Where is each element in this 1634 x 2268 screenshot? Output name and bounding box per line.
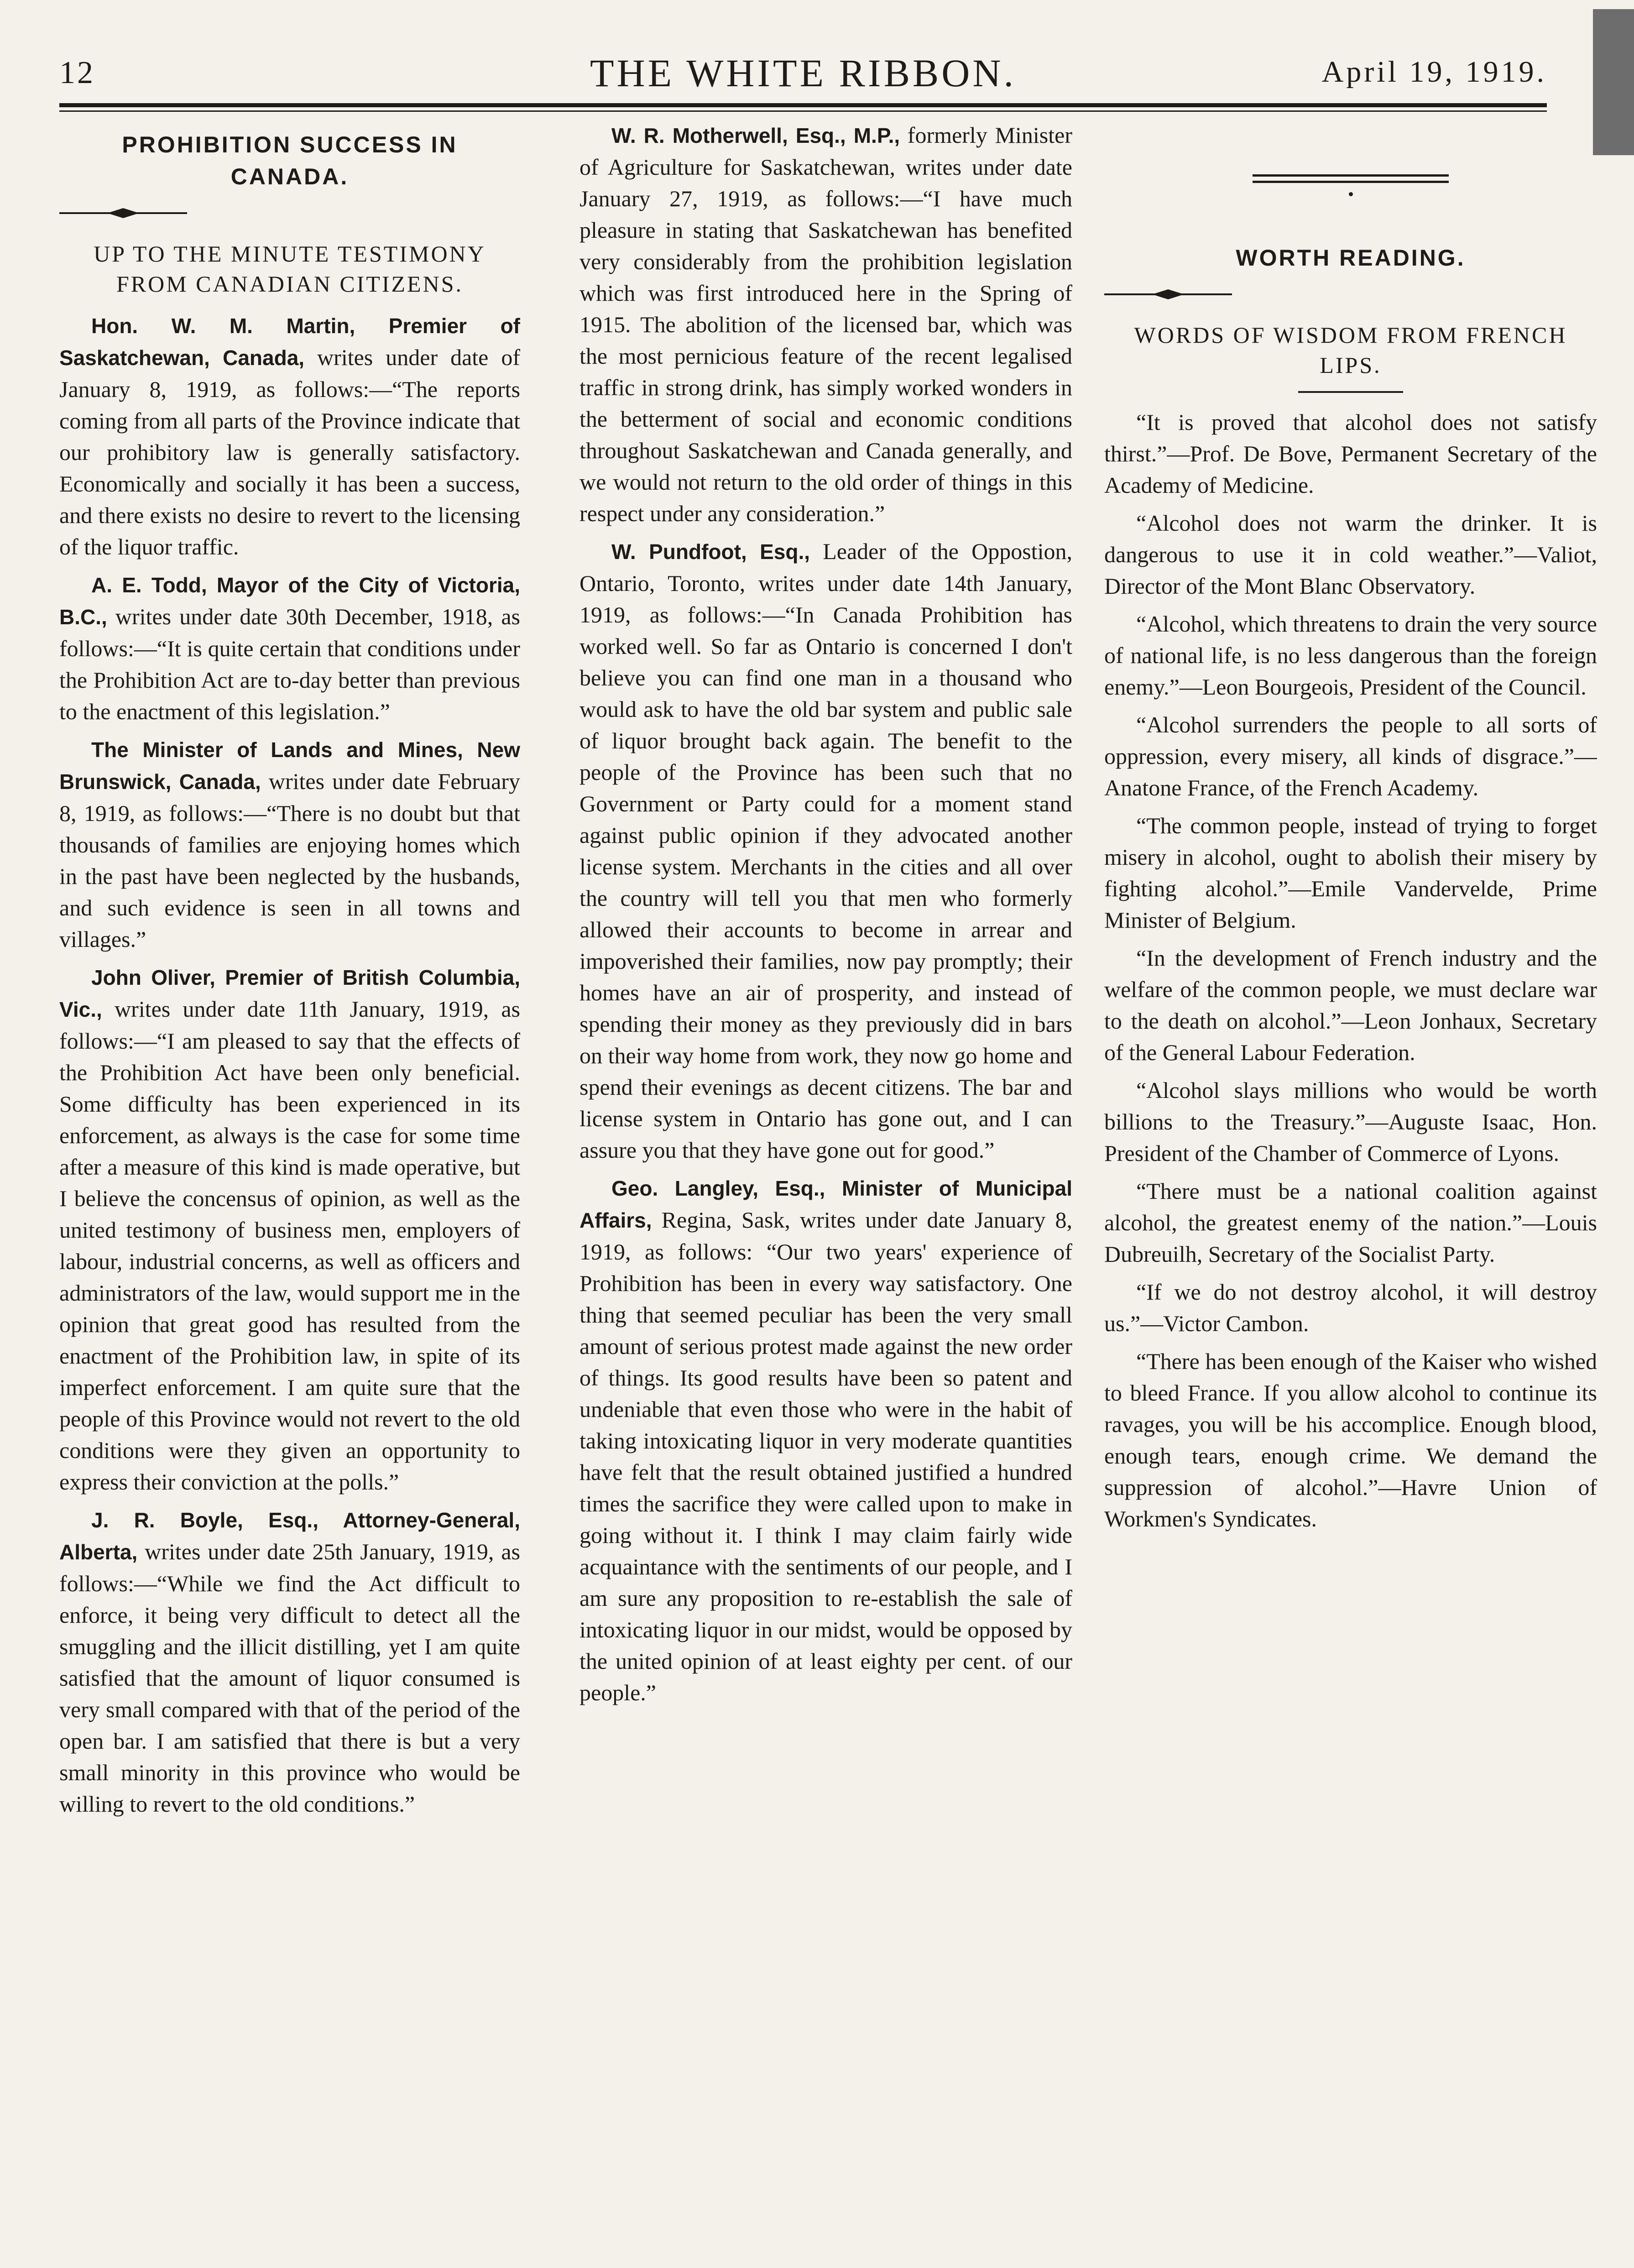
testimony-paragraph: [59, 310, 520, 563]
testimony-author: A. E. Todd, Mayor of the City of Victoria, B.C.,: [59, 573, 520, 629]
column-3: [1104, 120, 1597, 2255]
quote-paragraph: “If we do not destroy alcohol, it will destroy us.”—Victor Cambon.: [1104, 1279, 1597, 1336]
section-subtitle: UP TO THE MINUTE TESTIMONY FROM CANADIAN CITIZENS.: [94, 241, 486, 297]
testimony-paragraph: [579, 1172, 1072, 1709]
masthead-title: THE WHITE RIBBON.: [590, 51, 1017, 95]
testimony-author: Geo. Langley, Esq., Minister of Municipal Affairs,: [579, 1176, 1072, 1232]
quote-paragraph: “Alcohol, which threatens to drain the very source of national life, is no less dangerous than the foreign enemy.”—Leon Bourgeois, President of the Council.: [1104, 611, 1597, 700]
testimony-text: writes under date of January 8, 1919, as follows:—“The reports coming from all parts of the Province indicate that our prohibitory law is generally satisfactory. Economically and socially it has been a success, and there exists no desire to revert to the licensing of the liquor traffic.: [59, 345, 520, 559]
testimony-text: formerly Minister of Agriculture for Saskatchewan, writes under date January 27, 1919, as follows:—“I have much pleasure in stating that Saskatchewan has benefited very considerably from the prohibition legislation which was first introduced here in the Spring of 1915. The abolition of the licensed bar, which was the most pernicious feature of the recent legalised traffic in strong drink, has simply worked wonders in the betterment of social and economic conditions throughout Saskatchewan and Canada generally, and we would not return to the old order of things in this respect under any consideration.”: [579, 122, 1072, 526]
quote-paragraph: “Alcohol slays millions who would be worth billions to the Treasury.”—Auguste Isaac, Hon. President of the Chamber of Commerce of Lyons.: [1104, 1077, 1597, 1166]
testimony-paragraph: [579, 536, 1072, 1166]
quote-paragraph: “In the development of French industry and the welfare of the common people, we must declare war to the death on alcohol.”—Leon Jonhaux, Secretary of the General Labour Federation.: [1104, 945, 1597, 1065]
page-number: 12: [59, 55, 95, 90]
quote-paragraph: “There must be a national coalition against alcohol, the greatest enemy of the nation.”—Louis Dubreuilh, Secretary of the Socialist Party.: [1104, 1178, 1597, 1267]
quote-paragraph: “It is proved that alcohol does not satisfy thirst.”—Prof. De Bove, Permanent Secretary of the Academy of Medicine.: [1104, 409, 1597, 498]
header-rule-thin: [59, 110, 1547, 112]
section-title: WORTH READING.: [1236, 245, 1466, 271]
testimony-text: writes under date 11th January, 1919, as follows:—“I am pleased to say that the effects of the Prohibition Act have been only beneficial. Some difficulty has been experienced in its enforcement, as always is the case for some time after a measure of this kind is made operative, but I believe the concensus of opinion, as well as the united testimony of business men, employers of labour, industrial concerns, as well as officers and administrators of the law, would support me in the opinion that great good has resulted from the enactment of the Prohibition law, in spite of its imperfect enforcement. I am quite sure that the people of this Province would not revert to the old conditions were they given an opportunity to express their conviction at the polls.”: [59, 996, 520, 1495]
testimony-text: Regina, Sask, writes under date January 8, 1919, as follows: “Our two years' experience of Prohibition has been in every way satisfactory. One thing that seemed peculiar has been the very small amount of serious protest made against the new order of things. Its good results have been so patent and undeniable that even those who were in the habit of taking intoxicating liquor in very moderate quantities have felt that the result obtained justified a hundred times the sacrifice they were called upon to make in going without it. I think I may claim fairly wide acquaintance with the sentiments of our people, and I am sure any proposition to re-establish the sale of intoxicating liquor in our midst, would be opposed by the united opinion of at least eighty per cent. of our people.”: [579, 1207, 1072, 1705]
testimony-text: writes under date 30th December, 1918, as follows:—“It is quite certain that conditions under the Prohibition Act are to-day better than previous to the enactment of this legislation.”: [59, 604, 520, 724]
testimony-author: The Minister of Lands and Mines, New Brunswick, Canada,: [59, 738, 520, 794]
quote-paragraph: “There has been enough of the Kaiser who wished to bleed France. If you allow alcohol to continue its ravages, you will be his accomplice. Enough blood, enough tears, enough crime. We demand the suppression of alcohol.”—Havre Union of Workmen's Syndicates.: [1104, 1348, 1597, 1531]
section-divider: [1253, 174, 1449, 183]
testimony-paragraph: [59, 734, 520, 955]
testimony-paragraph: [59, 569, 520, 727]
section-subtitle: WORDS OF WISDOM FROM FRENCH LIPS.: [1134, 322, 1567, 378]
header-rule-thick: [59, 103, 1547, 107]
quote-paragraph: “The common people, instead of trying to forget misery in alcohol, ought to abolish their misery by fighting alcohol.”—Emile Vandervelde, Prime Minister of Belgium.: [1104, 813, 1597, 933]
page-edge-shadow: [1593, 9, 1634, 155]
quote-paragraph: “Alcohol surrenders the people to all sorts of oppression, every misery, all kinds of disgrace.”—Anatone France, of the French Academy.: [1104, 712, 1597, 800]
short-rule: [1298, 391, 1403, 393]
testimony-text: Leader of the Oppostion, Ontario, Toronto, writes under date 14th January, 1919, as follows:—“In Canada Prohibition has worked well. So far as Ontario is concerned I don't believe you can find one man in a thousand who would ask to have the old bar system and public sale of liquor brought back again. The benefit to the people of the Province has been such that no Government or Party could for a moment stand against public opinion if they advocated another license system. Merchants in the cities and all over the country will tell you that men who formerly allowed their accounts to become in arrear and impoverished their families, now pay promptly; their homes have an air of prosperity, and instead of spending their money as they previously did in bars on their way home from work, they now go home and spend their evenings as decent citizens. The bar and license system in Ontario has gone out, and I can assure you that they have gone out for good.”: [579, 538, 1072, 1163]
testimony-paragraph: [59, 1504, 520, 1820]
testimony-author: Hon. W. M. Martin, Premier of Saskatchewan, Canada,: [59, 314, 520, 370]
diamond-rule-icon: [59, 206, 187, 220]
testimony-paragraph: [579, 120, 1072, 529]
testimony-author: John Oliver, Premier of British Columbia, Vic.,: [59, 966, 520, 1021]
diamond-rule-icon: [1104, 287, 1232, 301]
issue-date: April 19, 1919.: [1321, 55, 1547, 89]
testimony-text: writes under date February 8, 1919, as follows:—“There is no doubt but that thousands of families are enjoying homes which in the past have been neglected by the husbands, and such evidence is seen in all towns and villages.”: [59, 768, 520, 952]
section-title: PROHIBITION SUCCESS IN CANADA.: [122, 132, 458, 189]
testimony-author: J. R. Boyle, Esq., Attorney-General, Alberta,: [59, 1508, 520, 1564]
page-header: [59, 50, 1547, 100]
divider-dot: [1349, 192, 1353, 196]
testimony-author: W. R. Motherwell, Esq., M.P.,: [611, 124, 900, 147]
testimony-text: writes under date 25th January, 1919, as follows:—“While we find the Act difficult to enforce, it being very difficult to detect all the smuggling and the illicit distilling, yet I am quite satisfied that the amount of liquor consumed is very small compared with that of the period of the open bar. I am satisfied that there is but a very small minority in this province who would be willing to revert to the old conditions.”: [59, 1539, 520, 1817]
testimony-author: W. Pundfoot, Esq.,: [611, 540, 810, 564]
column-1: [59, 120, 520, 2255]
column-2: [579, 120, 1072, 2255]
testimony-paragraph: [59, 962, 520, 1498]
quote-paragraph: “Alcohol does not warm the drinker. It is dangerous to use it in cold weather.”—Valiot, Director of the Mont Blanc Observatory.: [1104, 510, 1597, 599]
